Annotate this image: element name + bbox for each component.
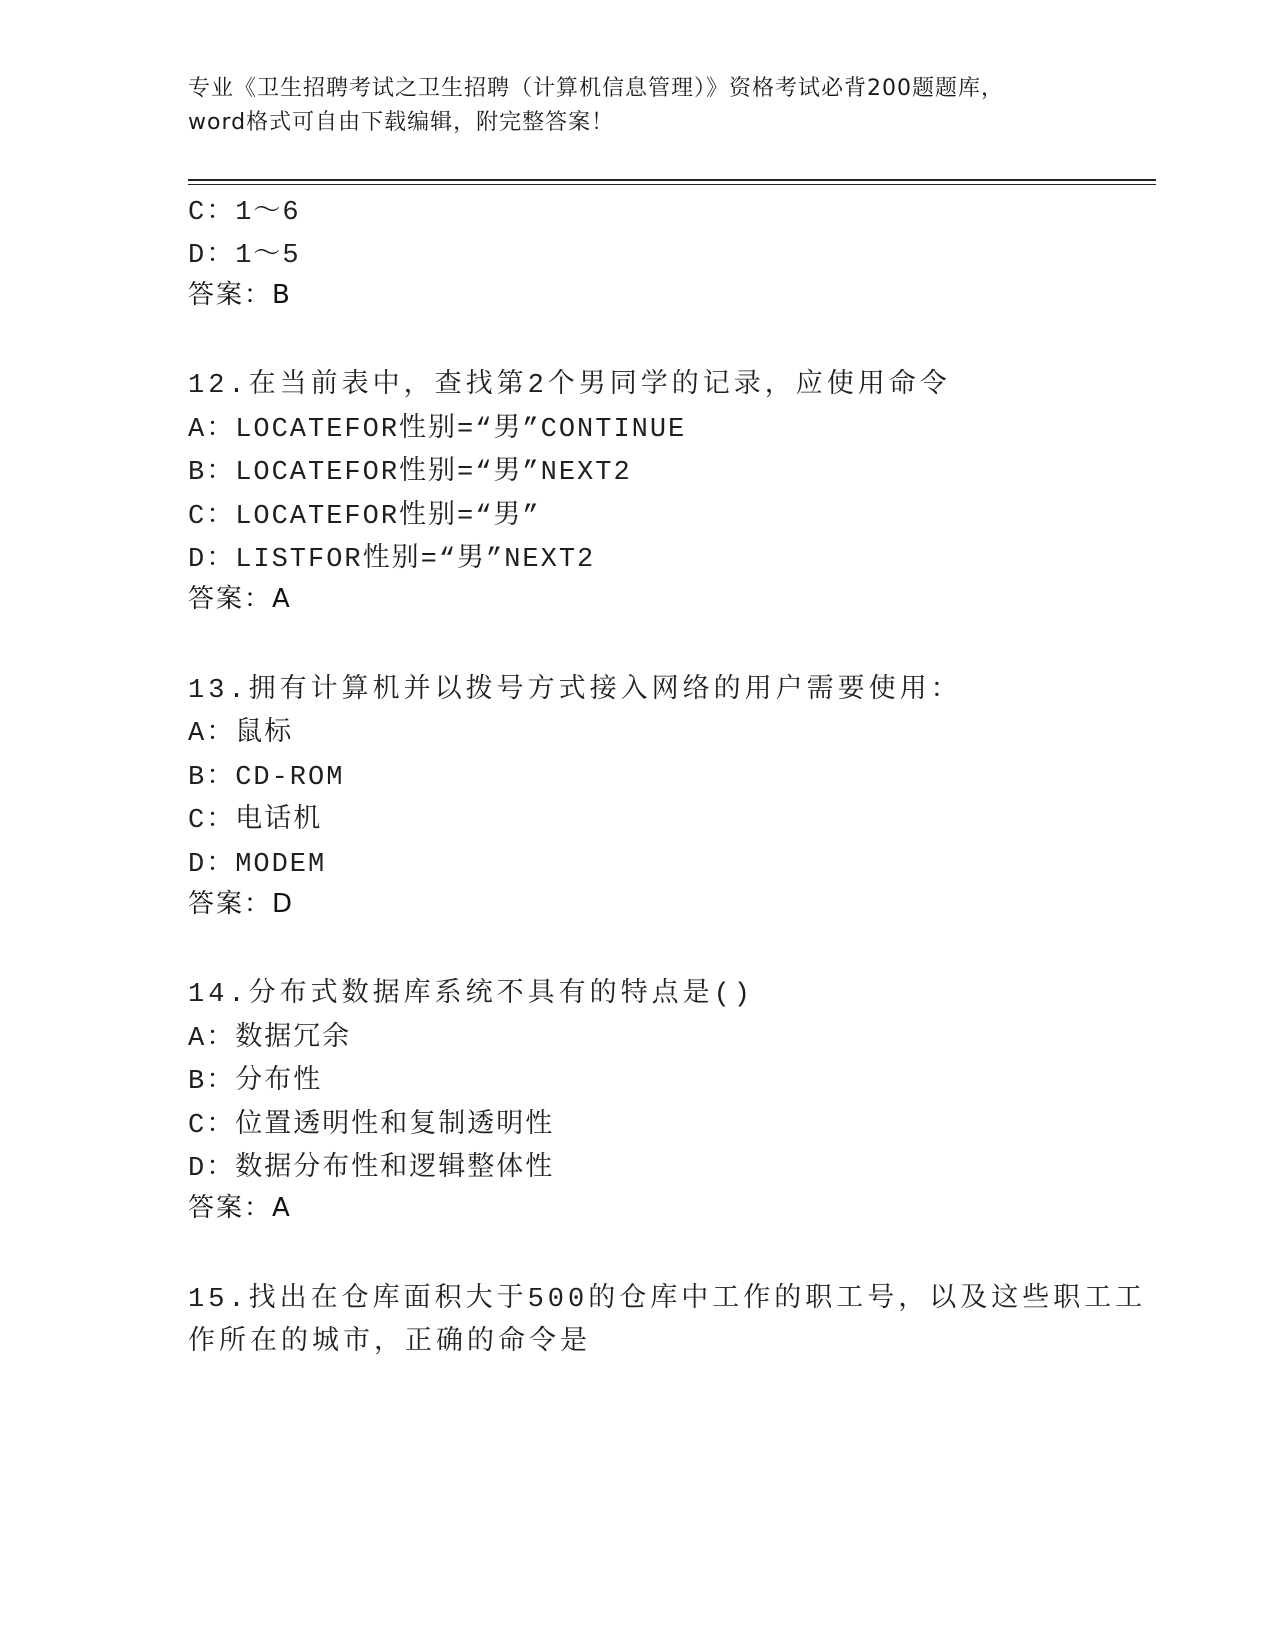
header-line-1: 专业《卫生招聘考试之卫生招聘（计算机信息管理）》资格考试必背200题题库， <box>188 76 1004 101</box>
question-13-text: 13.拥有计算机并以拨号方式接入网络的用户需要使用： <box>188 676 962 706</box>
question-12-text: 12.在当前表中，查找第2个男同学的记录，应使用命令 <box>188 371 951 401</box>
question-13-option-d: D：MODEM <box>188 850 327 880</box>
option-c: C：1～6 <box>188 198 301 228</box>
question-15-text-line-2: 作所在的城市，正确的命令是 <box>188 1328 591 1358</box>
question-14-option-c: C：位置透明性和复制透明性 <box>188 1111 555 1141</box>
question-13-option-c: C：电话机 <box>188 806 323 836</box>
document-header <box>188 72 1088 140</box>
answer-label: 答案：B <box>188 280 292 310</box>
header-line-2: word格式可自由下载编辑，附完整答案！ <box>188 110 615 135</box>
question-12-option-c: C：LOCATEFOR性别=“男” <box>188 502 541 532</box>
header-divider-thick <box>188 179 1156 181</box>
option-d: D：1～5 <box>188 241 301 271</box>
question-13-answer: 答案：D <box>188 889 295 919</box>
question-15-text-line-1: 15.找出在仓库面积大于500的仓库中工作的职工号，以及这些职工工 <box>188 1285 1147 1315</box>
question-12-option-d: D：LISTFOR性别=“男”NEXT2 <box>188 545 596 575</box>
question-12-option-b: B：LOCATEFOR性别=“男”NEXT2 <box>188 458 632 488</box>
question-13-option-b: B：CD-ROM <box>188 763 345 793</box>
question-14-option-a: A：数据冗余 <box>188 1024 352 1054</box>
header-divider-thin <box>188 184 1156 185</box>
question-14-text: 14.分布式数据库系统不具有的特点是() <box>188 980 755 1010</box>
question-14-option-b: B：分布性 <box>188 1067 323 1097</box>
question-12-answer: 答案：A <box>188 584 292 614</box>
question-12-option-a: A：LOCATEFOR性别=“男”CONTINUE <box>188 415 687 445</box>
question-14-answer: 答案：A <box>188 1193 292 1223</box>
question-13-option-a: A：鼠标 <box>188 719 294 749</box>
question-14-option-d: D：数据分布性和逻辑整体性 <box>188 1154 555 1184</box>
